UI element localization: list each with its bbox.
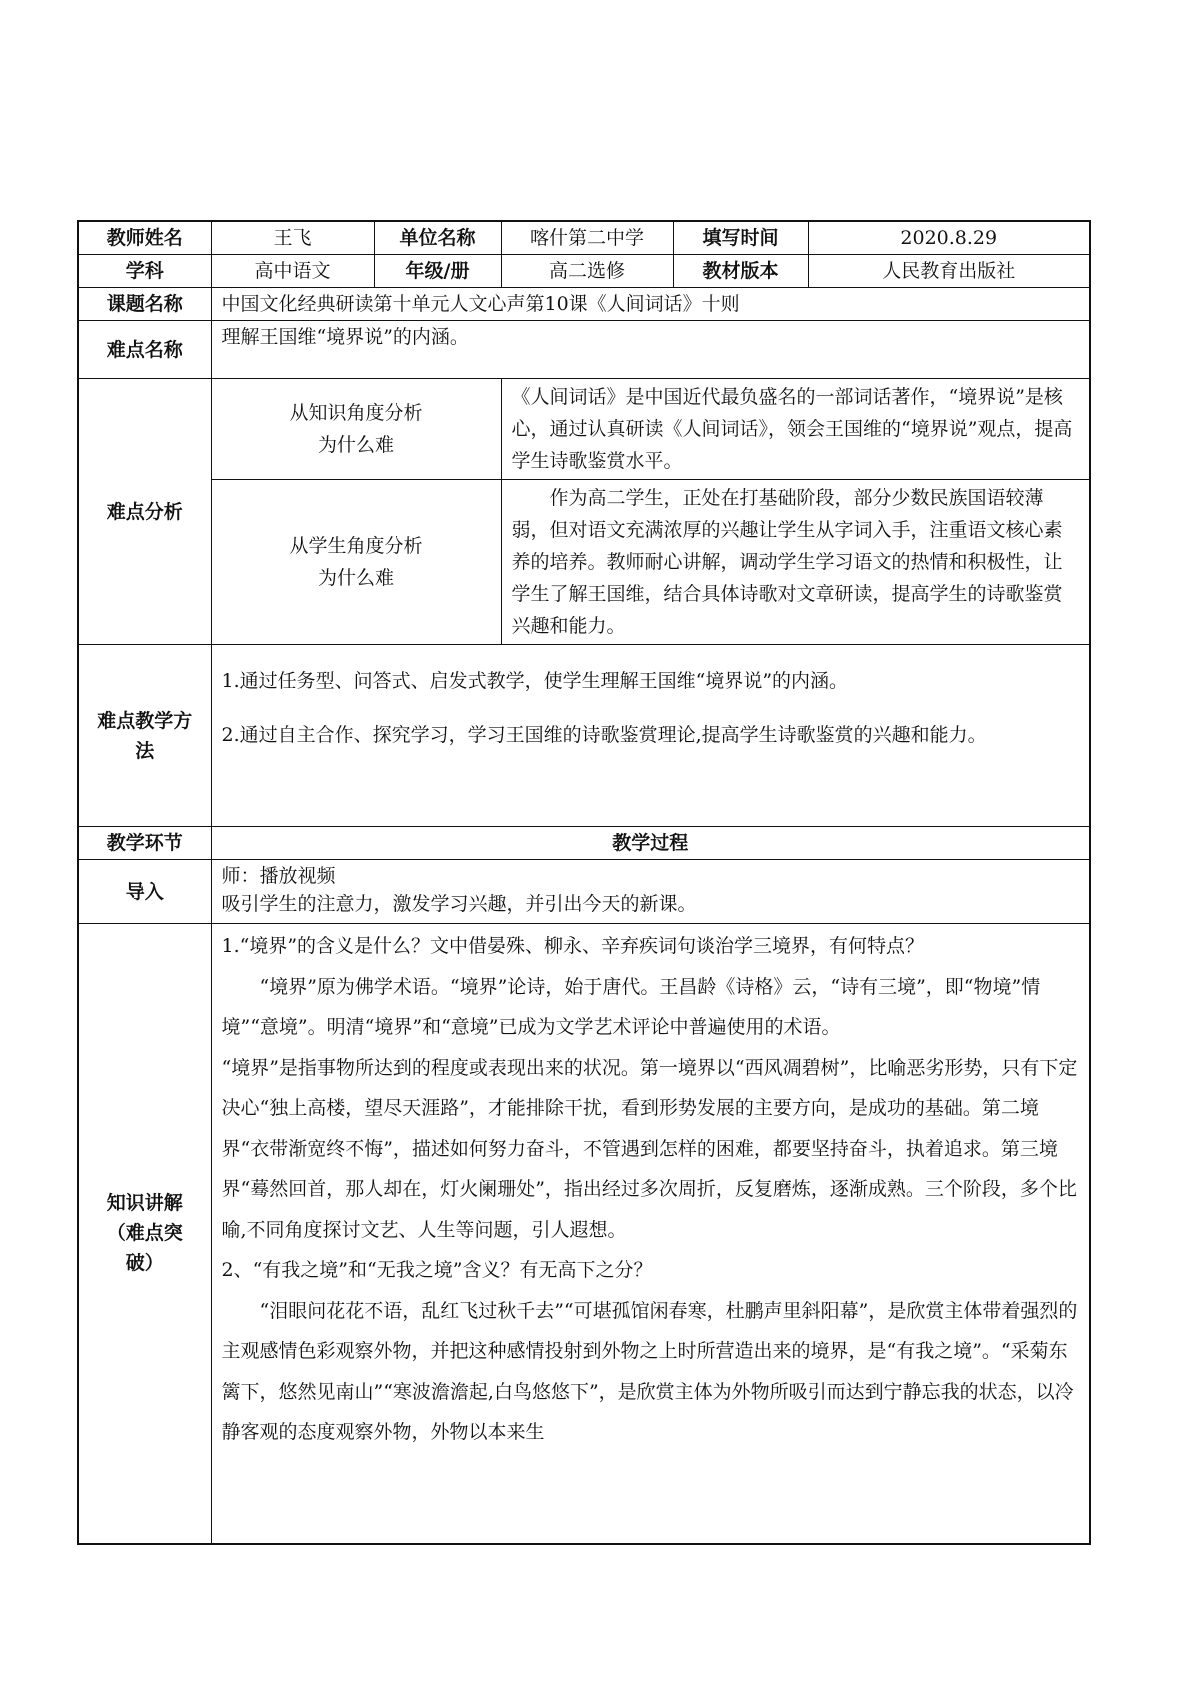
knowledge-angle-label — [211, 379, 501, 480]
analysis-label: 难点分析 — [78, 379, 211, 645]
topic-row — [78, 288, 1090, 321]
intro-label: 导入 — [78, 860, 211, 924]
knowledge-paragraph-3: “泪眼问花花不语，乱红飞过秋千去”“可堪孤馆闲春寒，杜鹏声里斜阳幕”，是欣赏主体带着强烈的主观感情色彩观察外物，并把这种感情投射到外物之上时所营造出来的境界，是“有我之境”。“采菊东篱下，悠然见南山”“寒波澹澹起,白鸟悠悠下”，是欣赏主体为外物所吸引而达到宁静忘我的状态，以冷静客观的态度观察外物，外物以本来生 — [221, 1299, 1078, 1443]
knowledge-paragraph-2: “境界”是指事物所达到的程度或表现出来的状况。第一境界以“西风凋碧树”，比喻恶劣形势，只有下定决心“独上高楼，望尽天涯路”，才能排除干扰，看到形势发展的主要方向，是成功的基础。第二境界“衣带渐宽终不悔”，描述如何努力奋斗，不管遇到怎样的困难，都要坚持奋斗，执着追求。第三境界“蓦然回首，那人却在，灯火阑珊处”，指出经过多次周折，反复磨炼，逐渐成熟。三个阶段，多个比喻,不同角度探讨文艺、人生等问题，引人遐想。 — [221, 1056, 1078, 1241]
student-angle-label-line1: 从学生角度分析 — [289, 535, 423, 557]
unit-name-value: 喀什第二中学 — [501, 221, 673, 255]
method-label-line1: 难点教学方 — [97, 709, 193, 732]
teacher-name-label: 教师姓名 — [78, 221, 211, 255]
method-content — [211, 645, 1090, 827]
knowledge-paragraph-1: “境界”原为佛学术语。“境界”论诗，始于唐代。王昌龄《诗格》云，“诗有三境”，即“物境”情境”“意境”。明清“境界”和“意境”已成为文学艺术评论中普遍使用的术语。 — [221, 975, 1041, 1038]
knowledge-label-line3: 破） — [125, 1252, 164, 1275]
knowledge-label-line2: （难点突 — [106, 1222, 183, 1245]
edition-value: 人民教育出版社 — [808, 255, 1090, 288]
process-header-row — [78, 827, 1090, 860]
unit-name-label: 单位名称 — [374, 221, 501, 255]
difficulty-label: 难点名称 — [78, 321, 211, 379]
knowledge-row — [78, 924, 1090, 1544]
grade-label: 年级/册 — [374, 255, 501, 288]
knowledge-label-line1: 知识讲解 — [106, 1192, 183, 1215]
student-angle-label — [211, 480, 501, 645]
edition-label: 教材版本 — [673, 255, 808, 288]
method-item-2: 2.通过自主合作、探究学习，学习王国维的诗歌鉴赏理论,提高学生诗歌鉴赏的兴趣和能力。 — [221, 724, 987, 746]
knowledge-label — [78, 924, 211, 1544]
topic-label: 课题名称 — [78, 288, 211, 321]
method-label — [78, 645, 211, 827]
analysis-knowledge-row — [78, 379, 1090, 480]
intro-line-1: 师：播放视频 — [221, 865, 336, 887]
header-row-1 — [78, 221, 1090, 255]
fill-date-value: 2020.8.29 — [808, 221, 1090, 255]
intro-row — [78, 860, 1090, 924]
method-row — [78, 645, 1090, 827]
knowledge-angle-label-line1: 从知识角度分析 — [289, 402, 423, 424]
knowledge-question-1: 1.“境界”的含义是什么？文中借晏殊、柳永、辛弃疾词句谈治学三境界，有何特点？ — [221, 935, 925, 957]
method-label-line2: 法 — [135, 739, 155, 762]
lesson-plan-table — [77, 220, 1091, 1545]
knowledge-angle-text: 《人间词话》是中国近代最负盛名的一部词话著作，“境界说”是核心，通过认真研读《人间词话》，领会王国维的“境界说”观点，提高学生诗歌鉴赏水平。 — [501, 379, 1090, 480]
topic-value: 中国文化经典研读第十单元人文心声第10课《人间词话》十则 — [211, 288, 1090, 321]
teacher-name-value: 王飞 — [211, 221, 374, 255]
analysis-student-row — [78, 480, 1090, 645]
method-item-1: 1.通过任务型、问答式、启发式教学，使学生理解王国维“境界说”的内涵。 — [221, 670, 849, 692]
stage-header: 教学环节 — [78, 827, 211, 860]
difficulty-value: 理解王国维“境界说”的内涵。 — [211, 321, 1090, 379]
knowledge-content — [211, 924, 1090, 1544]
process-header: 教学过程 — [211, 827, 1090, 860]
intro-line-2: 吸引学生的注意力，激发学习兴趣，并引出今天的新课。 — [221, 893, 697, 915]
fill-date-label: 填写时间 — [673, 221, 808, 255]
subject-label: 学科 — [78, 255, 211, 288]
intro-content — [211, 860, 1090, 924]
subject-value: 高中语文 — [211, 255, 374, 288]
knowledge-question-2: 2、“有我之境”和“无我之境”含义？有无高下之分？ — [221, 1259, 653, 1281]
student-angle-label-line2: 为什么难 — [317, 567, 394, 589]
difficulty-row — [78, 321, 1090, 379]
header-row-2 — [78, 255, 1090, 288]
student-angle-text: 作为高二学生，正处在打基础阶段，部分少数民族国语较薄弱，但对语文充满浓厚的兴趣让学生从字词入手，注重语文核心素养的培养。教师耐心讲解，调动学生学习语文的热情和积极性，让学生了解王国维，结合具体诗歌对文章研读，提高学生的诗歌鉴赏兴趣和能力。 — [501, 480, 1090, 645]
knowledge-angle-label-line2: 为什么难 — [317, 434, 394, 456]
grade-value: 高二选修 — [501, 255, 673, 288]
